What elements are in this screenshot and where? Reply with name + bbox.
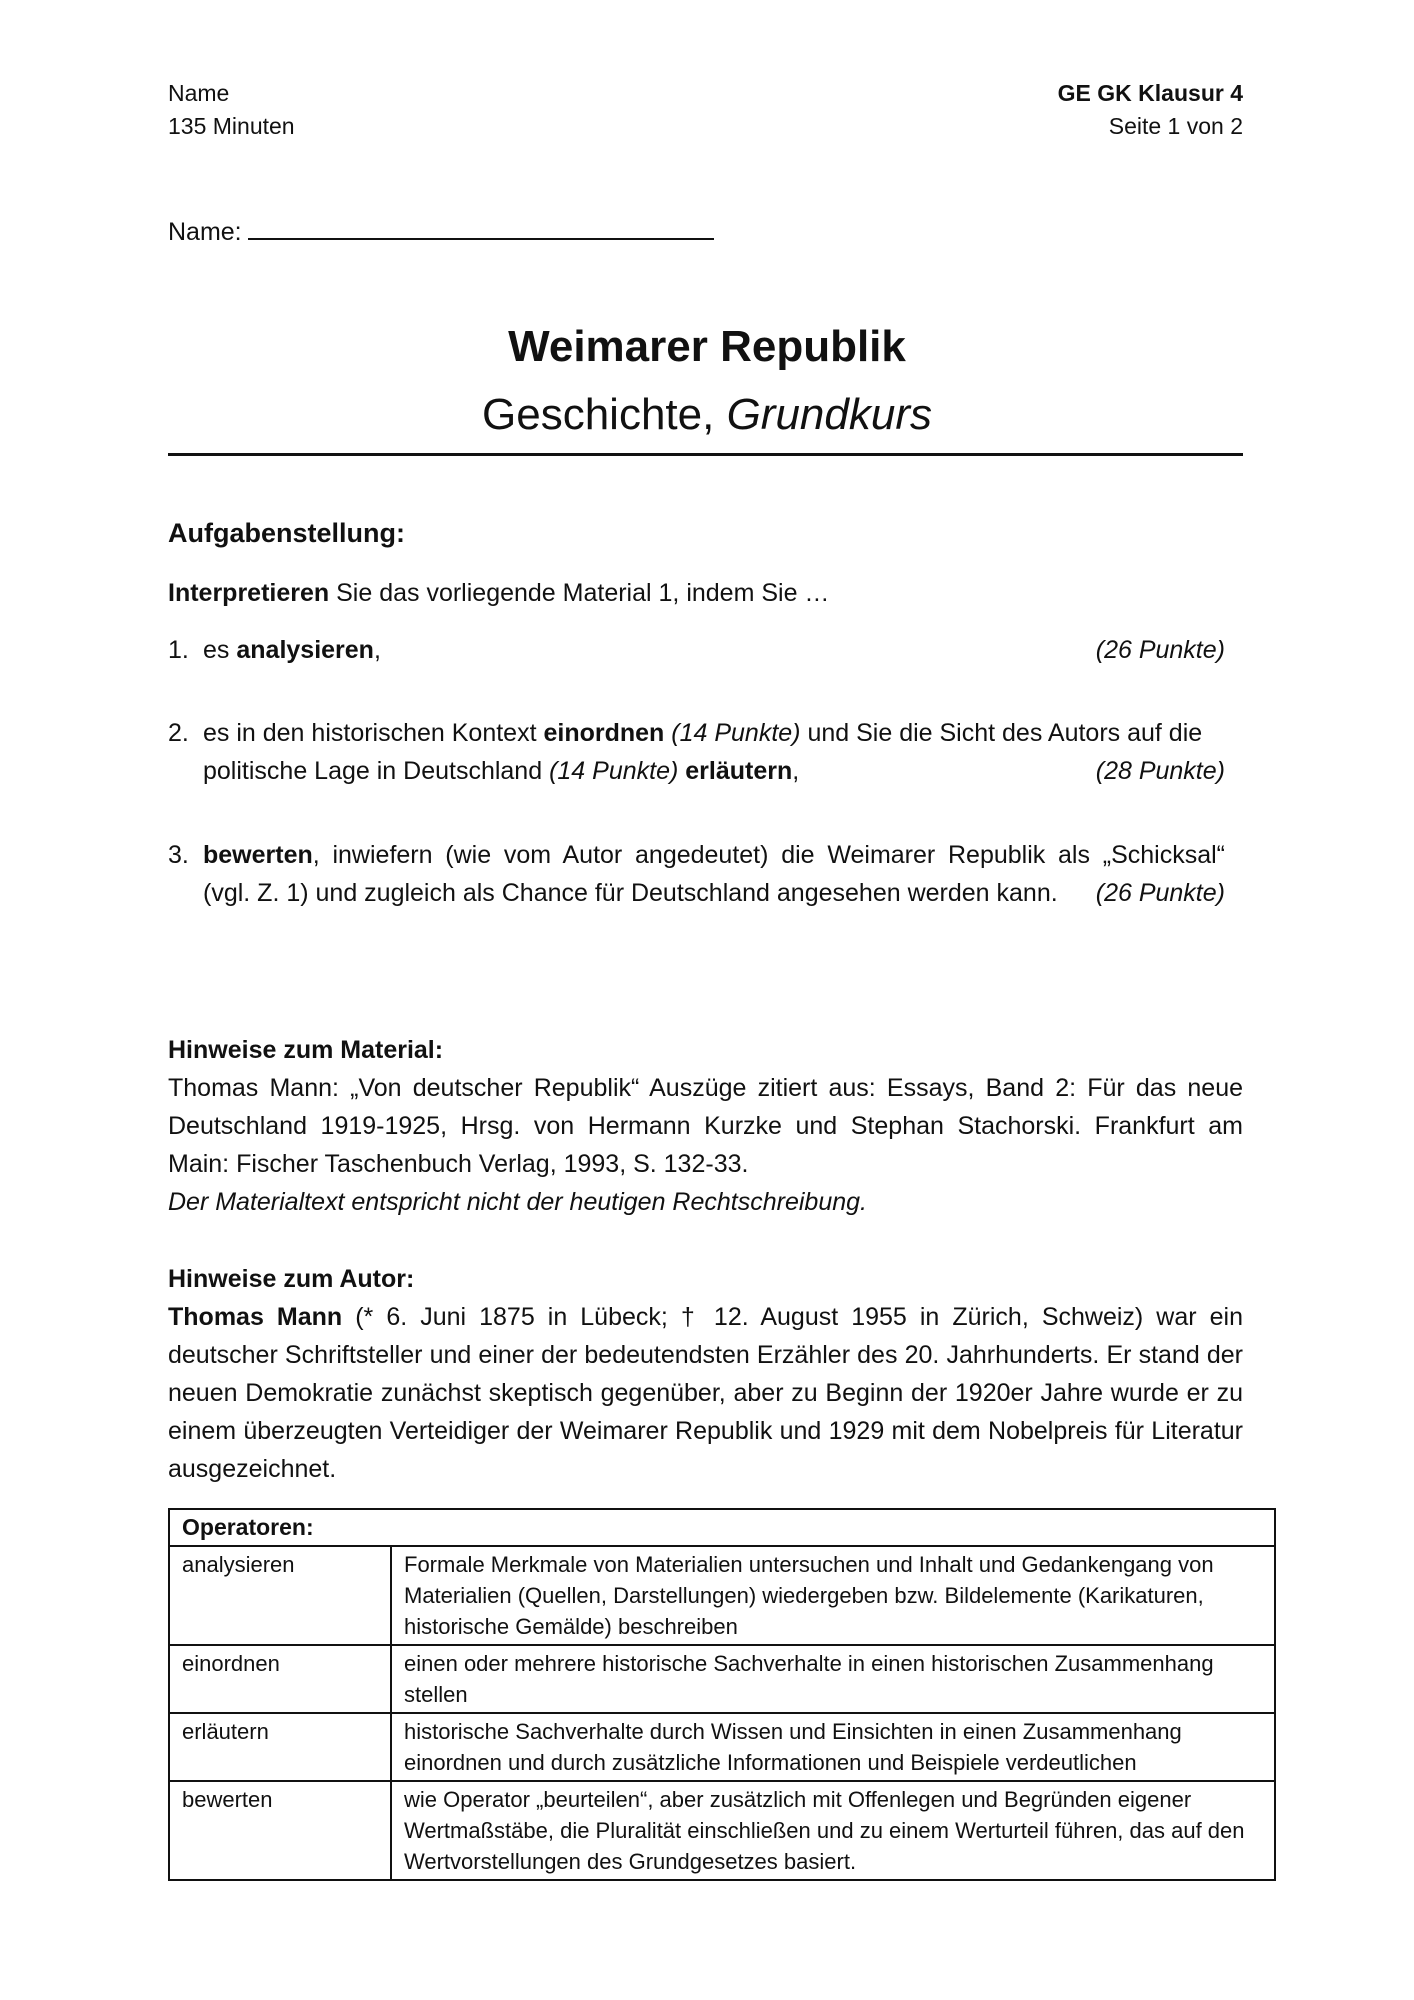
task-item-2-points: (28 Punkte) xyxy=(1095,757,1225,785)
operator-definition: einen oder mehrere historische Sachverhalte in einen historischen Zusammenhang stellen xyxy=(391,1645,1275,1713)
header-exam-title: GE GK Klausur 4 xyxy=(1057,80,1243,106)
author-text xyxy=(168,1298,1243,1488)
task-item-3-line1-text: , inwiefern (wie vom Autor angedeutet) die Weimarer Republik als „Schicksal“ xyxy=(312,841,1225,869)
operator-definition: Formale Merkmale von Materialien untersuchen und Inhalt und Gedankengang von Materialien (Quellen, Darstellungen) wiedergeben bzw. Bildelemente (Karikaturen, historische Gemälde) beschreiben xyxy=(391,1546,1275,1645)
task-item-2-line2-pre: politische Lage in Deutschland xyxy=(203,757,550,785)
header-page-number: Seite 1 von 2 xyxy=(1108,113,1243,139)
table-row xyxy=(169,1645,1275,1713)
table-row xyxy=(169,1546,1275,1645)
task-item-3-operator: bewerten xyxy=(203,841,313,869)
task-item-2-operator-2: erläutern xyxy=(678,757,793,785)
header-duration: 135 Minuten xyxy=(168,113,295,139)
task-item-2-line2 xyxy=(203,752,799,790)
author-heading: Hinweise zum Autor: xyxy=(168,1265,415,1293)
task-item-1-number: 1. xyxy=(168,636,189,664)
task-item-2-number: 2. xyxy=(168,719,189,747)
task-intro xyxy=(168,574,829,612)
task-item-1-text xyxy=(203,631,381,669)
operator-term: erläutern xyxy=(169,1713,391,1781)
operators-table-header-row xyxy=(169,1509,1275,1546)
operator-definition: wie Operator „beurteilen“, aber zusätzlich mit Offenlegen und Begründen eigener Wertmaßstäbe, die Pluralität einschließen und zu einem Werturteil führen, das auf den Wertvorstellungen des Grundgesetzes basiert. xyxy=(391,1781,1275,1880)
task-intro-text: Sie das vorliegende Material 1, indem Sie … xyxy=(329,579,830,607)
name-field[interactable] xyxy=(168,214,714,249)
task-item-2-line2-post: , xyxy=(792,757,800,785)
material-text: Thomas Mann: „Von deutscher Republik“ Auszüge zitiert aus: Essays, Band 2: Für das neue Deutschland 1919-1925, Hrsg. von Hermann Kurzke und Stephan Stachorski. Frankfurt am Main: Fischer Taschenbuch Verlag, 1993, S. 132-33. xyxy=(168,1074,1243,1178)
task-item-3-line1 xyxy=(203,836,1225,874)
table-row xyxy=(169,1781,1275,1880)
subtitle-course: Grundkurs xyxy=(726,390,932,439)
task-item-1-pre: es xyxy=(203,636,237,664)
task-intro-operator: Interpretieren xyxy=(168,579,330,607)
operator-term: bewerten xyxy=(169,1781,391,1880)
task-item-2-line1-post: und Sie die Sicht des Autors auf die xyxy=(800,719,1203,747)
name-field-line[interactable] xyxy=(248,214,714,240)
operator-term: analysieren xyxy=(169,1546,391,1645)
page-subtitle xyxy=(0,390,1414,440)
name-field-label: Name: xyxy=(168,218,242,246)
author-name: Thomas Mann xyxy=(168,1303,343,1331)
material-note: Der Materialtext entspricht nicht der heutigen Rechtschreibung. xyxy=(168,1188,867,1216)
header-name-label: Name xyxy=(168,80,230,106)
task-item-1-operator: analysieren xyxy=(236,636,374,664)
operator-definition: historische Sachverhalte durch Wissen und Einsichten in einen Zusammenhang einordnen und durch zusätzliche Informationen und Beispiele verdeutlichen xyxy=(391,1713,1275,1781)
task-item-3-number: 3. xyxy=(168,841,189,869)
task-item-2-line2-points: (14 Punkte) xyxy=(549,757,679,785)
material-heading: Hinweise zum Material: xyxy=(168,1036,444,1064)
task-item-1-points: (26 Punkte) xyxy=(1095,636,1225,664)
operators-heading: Operatoren: xyxy=(169,1509,1275,1546)
task-item-3-line2: (vgl. Z. 1) und zugleich als Chance für Deutschland angesehen werden kann. xyxy=(203,879,1058,907)
task-item-1 xyxy=(168,631,189,669)
operator-term: einordnen xyxy=(169,1645,391,1713)
author-bio: (* 6. Juni 1875 in Lübeck; † 12. August 1955 in Zürich, Schweiz) war ein deutscher Schriftsteller und einer der bedeutendsten Erzähler des 20. Jahrhunderts. Er stand der neuen Demokratie zunächst skeptisch gegenüber, aber zu Beginn der 1920er Jahre wurde er zu einem überzeugten Verteidiger der Weimarer Republik und 1929 mit dem Nobelpreis für Literatur ausgezeichnet. xyxy=(168,1303,1243,1483)
operators-table xyxy=(168,1508,1276,1881)
task-heading: Aufgabenstellung: xyxy=(168,518,405,548)
task-item-2-line1-pre: es in den historischen Kontext xyxy=(203,719,544,747)
table-row xyxy=(169,1713,1275,1781)
task-item-2-operator: einordnen xyxy=(543,719,665,747)
title-divider xyxy=(168,453,1243,456)
subtitle-subject: Geschichte, xyxy=(482,390,727,439)
task-item-3-points: (26 Punkte) xyxy=(1095,879,1225,907)
page-title: Weimarer Republik xyxy=(508,322,906,371)
task-item-1-post: , xyxy=(373,636,381,664)
task-item-2-line1 xyxy=(203,714,1202,752)
task-item-2-line1-points: (14 Punkte) xyxy=(664,719,801,747)
